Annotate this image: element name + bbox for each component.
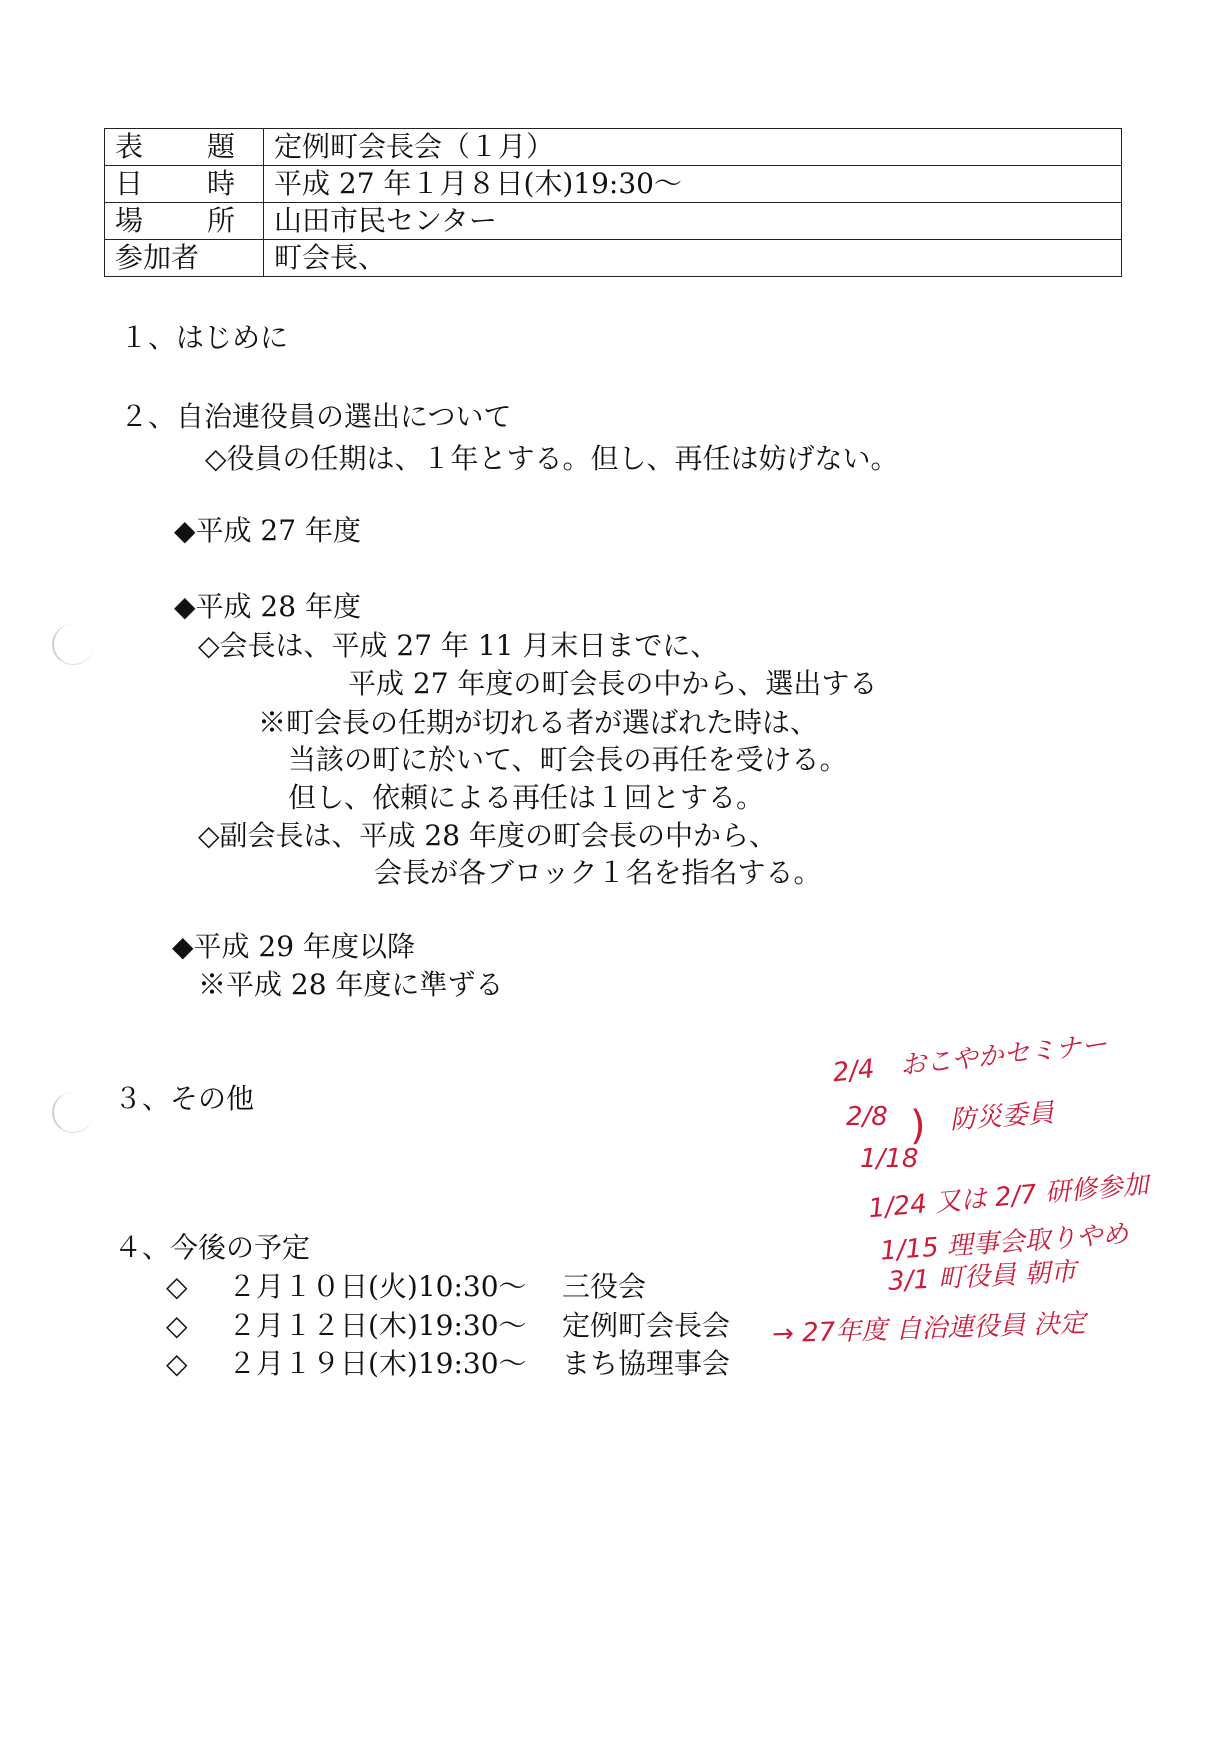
bracket-mark: )	[910, 1103, 926, 1149]
schedule-date: ２月１２日(木)19:30～	[228, 1309, 527, 1342]
handwritten-note: → 27年度 自治連役員 決定	[771, 1308, 1087, 1350]
handwritten-note: 1/24 又は 2/7 研修参加	[867, 1169, 1150, 1225]
fy28-line-7: 会長が各ブロック１名を指名する。	[374, 856, 822, 889]
fy29-heading: ◆平成 29 年度以降	[172, 930, 415, 963]
row-value: 町会長、	[264, 240, 1122, 277]
section-3-heading: ３、その他	[114, 1082, 255, 1115]
handwritten-note: 2/8	[846, 1102, 888, 1132]
row-value: 平成 27 年１月８日(木)19:30～	[264, 166, 1122, 203]
schedule-mark: ◇	[166, 1347, 188, 1380]
fy28-heading: ◆平成 28 年度	[174, 590, 361, 623]
section-2-heading: ２、自治連役員の選出について	[120, 400, 512, 433]
row-label: 場 所	[105, 203, 264, 240]
handwritten-note: 防災委員	[949, 1098, 1055, 1136]
punch-hole-mark	[52, 624, 94, 665]
handwritten-note: 2/4 おこやかセミナー	[831, 1029, 1109, 1089]
schedule-event: まち協理事会	[562, 1347, 731, 1380]
handwritten-note: 1/18	[860, 1144, 919, 1174]
row-value: 定例町会長会（１月）	[264, 129, 1122, 166]
section-4-heading: ４、今後の予定	[114, 1231, 311, 1264]
table-row	[105, 203, 1122, 240]
fy28-line-1: ◇会長は、平成 27 年 11 月末日までに、	[198, 629, 719, 662]
term-rule: ◇役員の任期は、１年とする。但し、再任は妨げない。	[205, 442, 899, 475]
schedule-event: 定例町会長会	[562, 1309, 731, 1342]
schedule-mark: ◇	[166, 1309, 188, 1342]
row-label: 参加者	[105, 240, 264, 277]
schedule-date: ２月１９日(木)19:30～	[228, 1347, 527, 1380]
schedule-date: ２月１０日(火)10:30～	[228, 1270, 527, 1303]
table-row	[105, 240, 1122, 277]
fy29-line-1: ※平成 28 年度に準ずる	[198, 968, 504, 1001]
fy28-line-2: 平成 27 年度の町会長の中から、選出する	[348, 667, 878, 700]
fy28-line-6: ◇副会長は、平成 28 年度の町会長の中から、	[198, 819, 777, 852]
section-1-heading: １、はじめに	[120, 321, 289, 354]
header-table	[104, 128, 1122, 277]
table-row	[105, 129, 1122, 166]
row-label: 日 時	[105, 166, 264, 203]
fy27-heading: ◆平成 27 年度	[174, 514, 361, 547]
fy28-line-5: 但し、依頼による再任は１回とする。	[288, 781, 765, 814]
schedule-mark: ◇	[166, 1270, 188, 1303]
punch-hole-mark	[52, 1092, 94, 1133]
row-value: 山田市民センター	[264, 203, 1122, 240]
fy28-line-3: ※町会長の任期が切れる者が選ばれた時は、	[258, 706, 819, 739]
table-row	[105, 166, 1122, 203]
row-label: 表 題	[105, 129, 264, 166]
handwritten-note: 1/15 理事会取りやめ	[879, 1219, 1130, 1267]
schedule-event: 三役会	[562, 1270, 647, 1303]
fy28-line-4: 当該の町に於いて、町会長の再任を受ける。	[288, 743, 848, 776]
handwritten-note: 3/1 町役員 朝市	[887, 1257, 1078, 1297]
